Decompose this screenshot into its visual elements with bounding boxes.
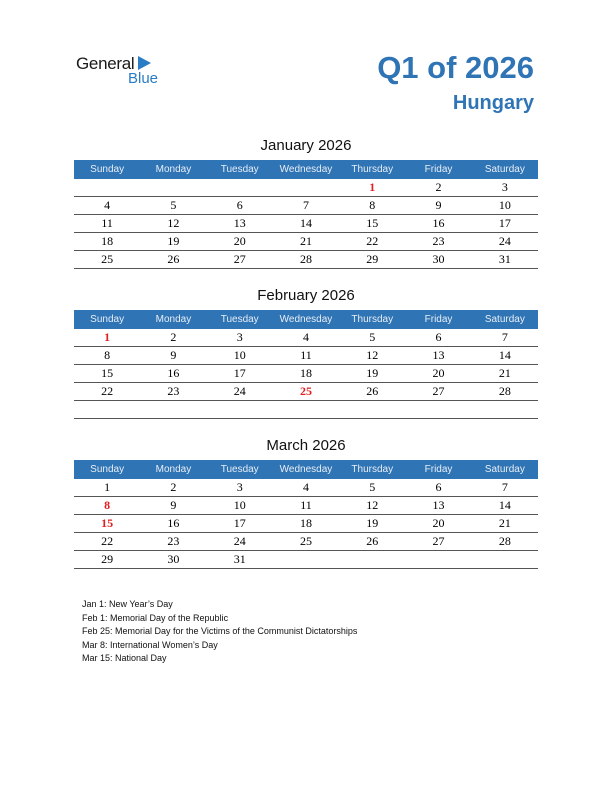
week-row [74,365,538,383]
day-cell: 9 [170,348,177,362]
weekday-header-row [74,460,538,479]
day-cell [140,179,206,196]
day-cell: 19 [366,366,379,380]
day-cell: 31 [233,552,246,566]
day-cell: 18 [101,234,114,248]
holiday-note: Feb 1: Memorial Day of the Republic [82,612,229,623]
day-cell: 16 [167,366,180,380]
day-cell: 13 [432,348,445,362]
week-row [74,533,538,551]
day-cell: 17 [233,366,246,380]
month-january [74,136,538,269]
day-cell [273,179,339,196]
day-cell: 28 [498,534,511,548]
week-row [74,479,538,497]
day-cell: 4 [302,480,309,494]
day-cell: 8 [369,198,376,212]
week-row [74,347,538,365]
day-cell: 4 [104,198,111,212]
week-row [74,515,538,533]
day-cell: 21 [299,234,312,248]
weekday-header: Saturday [484,314,525,325]
weekday-header: Monday [155,164,192,175]
weekday-header: Sunday [90,464,125,475]
day-cell [273,551,339,568]
weekday-header-row [74,310,538,329]
day-cell: 12 [366,348,379,362]
day-cell: 2 [170,480,177,494]
day-cell [273,401,339,418]
day-cell [339,551,405,568]
day-cell: 21 [498,516,511,530]
week-row [74,383,538,401]
day-cell: 23 [167,384,180,398]
day-cell: 10 [233,498,246,512]
day-cell: 14 [498,348,511,362]
day-cell: 8 [104,348,111,362]
day-cell [74,401,140,418]
logo-flag-icon [138,56,151,70]
holiday-date: 8 [104,498,111,512]
day-cell: 18 [299,516,312,530]
day-cell: 23 [432,234,445,248]
day-cell: 24 [498,234,511,248]
weekday-header: Friday [424,464,453,475]
day-cell: 26 [366,534,379,548]
day-cell [472,401,538,418]
day-cell [405,551,471,568]
day-cell: 14 [299,216,312,230]
holiday-date: 1 [104,330,111,344]
day-cell: 16 [432,216,445,230]
weekday-header: Wednesday [279,314,333,325]
week-row [74,497,538,515]
month-title: January 2026 [260,137,352,154]
day-cell [472,551,538,568]
day-cell: 1 [104,480,111,494]
day-cell: 29 [366,252,379,266]
day-cell: 13 [233,216,246,230]
weekday-header: Tuesday [220,164,259,175]
day-cell: 22 [101,534,114,548]
holiday-notes [82,598,357,666]
holiday-date: 1 [369,180,376,194]
day-cell: 13 [432,498,445,512]
day-cell: 6 [435,330,442,344]
weekday-header: Wednesday [279,464,333,475]
day-cell [74,179,140,196]
month-title: February 2026 [257,287,355,304]
day-cell [339,401,405,418]
holiday-date: 25 [299,384,312,398]
day-cell: 26 [167,252,180,266]
day-cell: 29 [101,552,114,566]
day-cell: 2 [435,180,442,194]
month-title: March 2026 [266,437,346,454]
day-cell: 6 [435,480,442,494]
day-cell: 5 [170,198,177,212]
week-row [74,179,538,197]
day-cell [207,179,273,196]
day-cell: 19 [167,234,180,248]
day-cell [207,401,273,418]
week-row [74,551,538,569]
day-cell: 6 [236,198,243,212]
day-cell: 9 [170,498,177,512]
day-cell: 28 [299,252,312,266]
day-cell: 23 [167,534,180,548]
weekday-header: Saturday [484,464,525,475]
day-cell: 20 [432,366,445,380]
weekday-header: Saturday [484,164,525,175]
country-name: Hungary [452,92,534,114]
week-row [74,233,538,251]
day-cell: 3 [236,330,243,344]
holiday-date: 15 [101,516,114,530]
day-cell: 11 [300,498,312,512]
day-cell: 21 [498,366,511,380]
holiday-note: Mar 8: International Women’s Day [82,639,218,650]
weekday-header: Thursday [351,464,394,475]
day-cell: 7 [302,198,309,212]
day-cell: 30 [167,552,180,566]
day-cell: 22 [101,384,114,398]
weekday-header: Tuesday [220,314,259,325]
day-cell: 25 [299,534,312,548]
day-cell: 26 [366,384,379,398]
holiday-note: Mar 15: National Day [82,653,167,663]
day-cell: 18 [299,366,312,380]
day-cell: 5 [369,330,376,344]
day-cell: 24 [233,534,246,548]
day-cell: 2 [170,330,177,344]
day-cell: 25 [101,252,114,266]
week-row [74,329,538,347]
day-cell [405,401,471,418]
weekday-header: Wednesday [279,164,333,175]
day-cell: 17 [498,216,511,230]
day-cell: 9 [435,198,442,212]
weekday-header: Monday [155,314,192,325]
week-row [74,197,538,215]
weekday-header: Thursday [351,314,394,325]
day-cell: 17 [233,516,246,530]
month-march [74,436,538,569]
logo-word-blue: Blue [128,70,159,87]
day-cell: 20 [432,516,445,530]
weekday-header: Friday [424,164,453,175]
day-cell [140,401,206,418]
day-cell: 31 [498,252,511,266]
weekday-header: Monday [155,464,192,475]
day-cell: 30 [432,252,445,266]
weekday-header: Friday [424,314,453,325]
day-cell: 4 [302,330,309,344]
weekday-header: Sunday [90,314,125,325]
day-cell: 27 [432,534,445,548]
weekday-header: Sunday [90,164,125,175]
day-cell: 27 [233,252,246,266]
week-row [74,215,538,233]
day-cell: 14 [498,498,511,512]
day-cell: 20 [233,234,246,248]
day-cell: 24 [233,384,246,398]
day-cell: 12 [366,498,379,512]
holiday-note: Jan 1: New Year’s Day [82,599,173,609]
day-cell: 16 [167,516,180,530]
holiday-note: Feb 25: Memorial Day for the Victims of the Communist Dictatorships [82,626,358,636]
logo-word-general: General [76,54,135,73]
month-february [74,286,538,419]
weekday-header: Thursday [351,164,394,175]
day-cell: 22 [366,234,379,248]
page-title: Q1 of 2026 [377,50,534,85]
day-cell: 15 [101,366,114,380]
day-cell: 28 [498,384,511,398]
day-cell: 5 [369,480,376,494]
week-row [74,401,538,419]
day-cell: 7 [501,480,508,494]
day-cell: 11 [101,216,113,230]
day-cell: 15 [366,216,379,230]
week-row [74,251,538,269]
day-cell: 3 [236,480,243,494]
day-cell: 10 [498,198,511,212]
day-cell: 3 [501,180,508,194]
day-cell: 19 [366,516,379,530]
weekday-header-row [74,160,538,179]
day-cell: 7 [501,330,508,344]
day-cell: 10 [233,348,246,362]
weekday-header: Tuesday [220,464,259,475]
day-cell: 12 [167,216,180,230]
day-cell: 11 [300,348,312,362]
day-cell: 27 [432,384,445,398]
logo [76,52,176,88]
